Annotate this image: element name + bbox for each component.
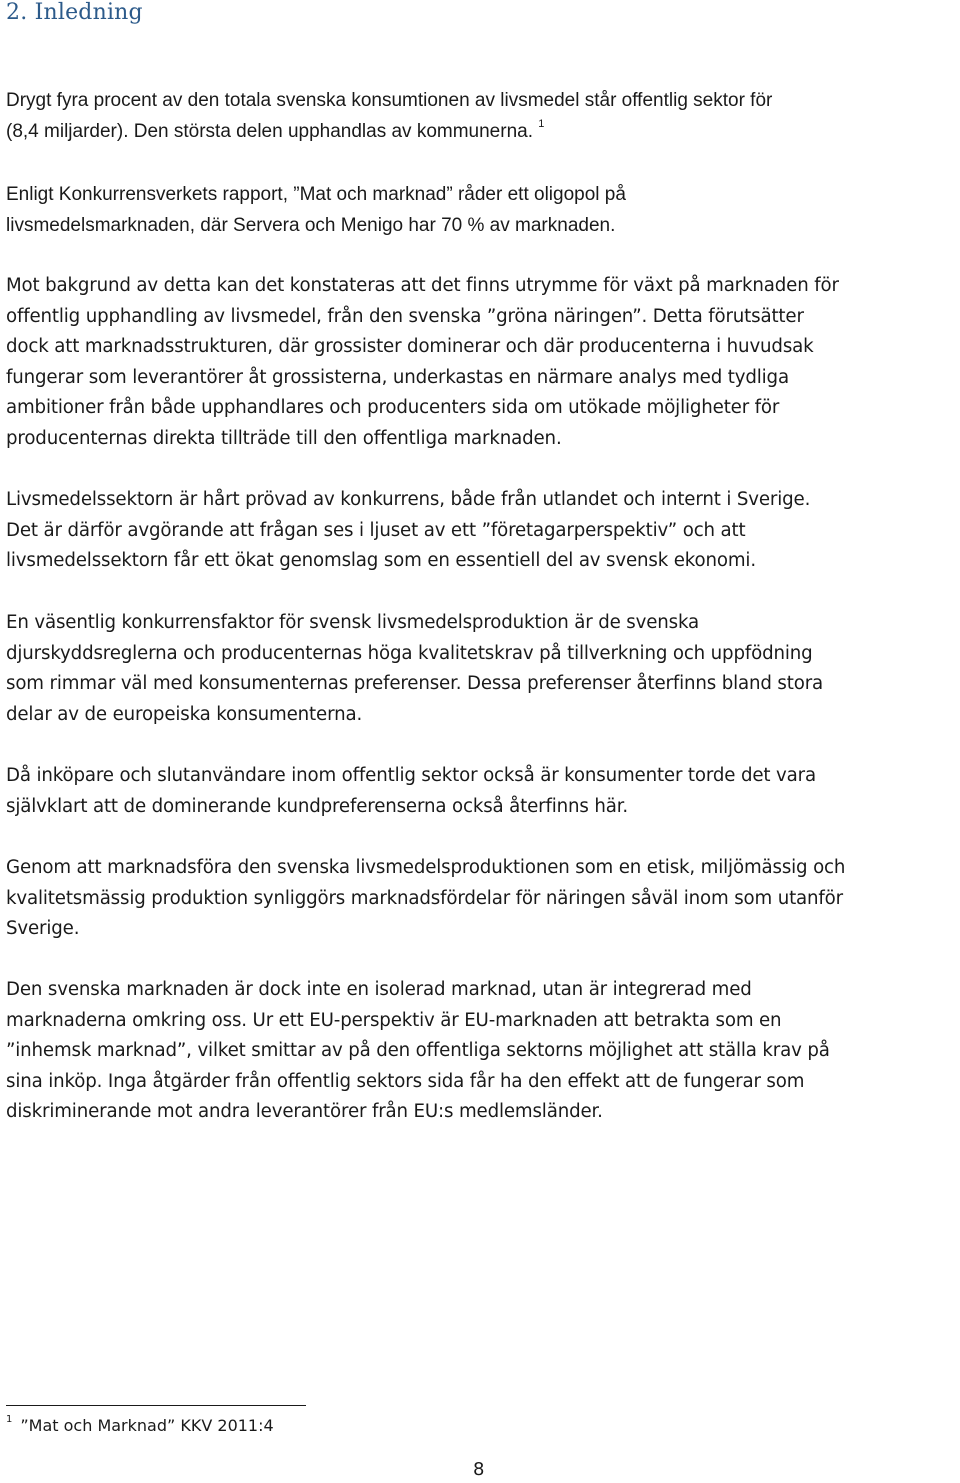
paragraph-line: livsmedelssektorn får ett ökat genomslag som en essentiell del av svensk ekonomi. xyxy=(6,550,756,571)
footnote-number: 1 xyxy=(6,1414,13,1425)
paragraph-line: Den svenska marknaden är dock inte en isolerad marknad, utan är integrerad med xyxy=(6,979,752,1000)
paragraph-line: Livsmedelssektorn är hårt prövad av konkurrens, både från utlandet och internt i Sverige. xyxy=(6,489,811,510)
paragraph-line: djurskyddsreglerna och producenternas höga kvalitetskrav på tillverkning och uppfödning xyxy=(6,642,813,664)
paragraph-line: marknaderna omkring oss. Ur ett EU-perspektiv är EU-marknaden att betrakta som en xyxy=(6,1009,782,1031)
paragraph-growth-potential xyxy=(6,271,956,454)
paragraph-line: kvalitetsmässig produktion synliggörs marknadsfördelar för näringen såväl inom som utanför xyxy=(6,887,843,909)
paragraph-line: som rimmar väl med konsumenternas preferenser. Dessa preferenser återfinns bland stora xyxy=(6,673,824,694)
paragraph-competition-report xyxy=(6,180,956,241)
paragraph-line: dock att marknadsstrukturen, där grossister dominerar och där producenterna i huvudsak xyxy=(6,336,814,357)
paragraph-line-text: (8,4 miljarder). Den största delen upphandlas av kommunerna. xyxy=(6,120,533,142)
paragraph-line: självklart att de dominerande kundpreferenserna också återfinns här. xyxy=(6,795,629,817)
paragraph-line: Det är därför avgörande att frågan ses i ljuset av ett ”företagarperspektiv” och att xyxy=(6,519,746,541)
footnote-separator xyxy=(6,1405,306,1406)
paragraph-line: Genom att marknadsföra den svenska livsmedelsproduktionen som en etisk, miljömässig och xyxy=(6,857,846,878)
paragraph-line: delar av de europeiska konsumenterna. xyxy=(6,703,363,725)
paragraph-food-sector xyxy=(6,485,956,577)
paragraph-line: offentlig upphandling av livsmedel, från den svenska ”gröna näringen”. Detta förutsätter xyxy=(6,305,804,327)
paragraph-eu-market xyxy=(6,975,956,1128)
page-number: 8 xyxy=(473,1459,485,1480)
footnote-reference[interactable]: 1 xyxy=(538,117,545,130)
paragraph-line: Sverige. xyxy=(6,918,80,939)
paragraph-line: ”inhemsk marknad”, vilket smittar av på den offentliga sektorns möjlighet att ställa krav på xyxy=(6,1040,830,1061)
paragraph-competitive-factor xyxy=(6,608,956,730)
paragraph-line: fungerar som leverantörer åt grossisterna, underkastas en närmare analys med tydliga xyxy=(6,366,789,388)
paragraph-line: diskriminerande mot andra leverantörer från EU:s medlemsländer. xyxy=(6,1101,603,1122)
paragraph-line-with-footnote xyxy=(6,117,956,148)
paragraph-public-buyers xyxy=(6,761,956,822)
footnote-text: ”Mat och Marknad” KKV 2011:4 xyxy=(20,1416,274,1435)
paragraph-line: Drygt fyra procent av den totala svenska konsumtionen av livsmedel står offentlig sektor för xyxy=(6,90,773,111)
paragraph-line: Mot bakgrund av detta kan det konstateras att det finns utrymme för växt på marknaden för xyxy=(6,275,839,296)
footnote xyxy=(6,1414,274,1438)
paragraph-consumption-share xyxy=(6,86,956,147)
paragraph-line: En väsentlig konkurrensfaktor för svensk livsmedelsproduktion är de svenska xyxy=(6,612,700,633)
section-heading: 2. Inledning xyxy=(6,0,143,25)
paragraph-line: livsmedelsmarknaden, där Servera och Menigo har 70 % av marknaden. xyxy=(6,214,616,236)
paragraph-line: Enligt Konkurrensverkets rapport, ”Mat och marknad” råder ett oligopol på xyxy=(6,184,626,205)
paragraph-line: producenternas direkta tillträde till den offentliga marknaden. xyxy=(6,427,562,449)
paragraph-line: ambitioner från både upphandlares och producenters sida om utökade möjligheter för xyxy=(6,397,780,418)
paragraph-line: sina inköp. Inga åtgärder från offentlig sektors sida får ha den effekt att de fungerar som xyxy=(6,1070,805,1092)
paragraph-marketing xyxy=(6,853,956,945)
paragraph-line: Då inköpare och slutanvändare inom offentlig sektor också är konsumenter torde det vara xyxy=(6,765,816,786)
